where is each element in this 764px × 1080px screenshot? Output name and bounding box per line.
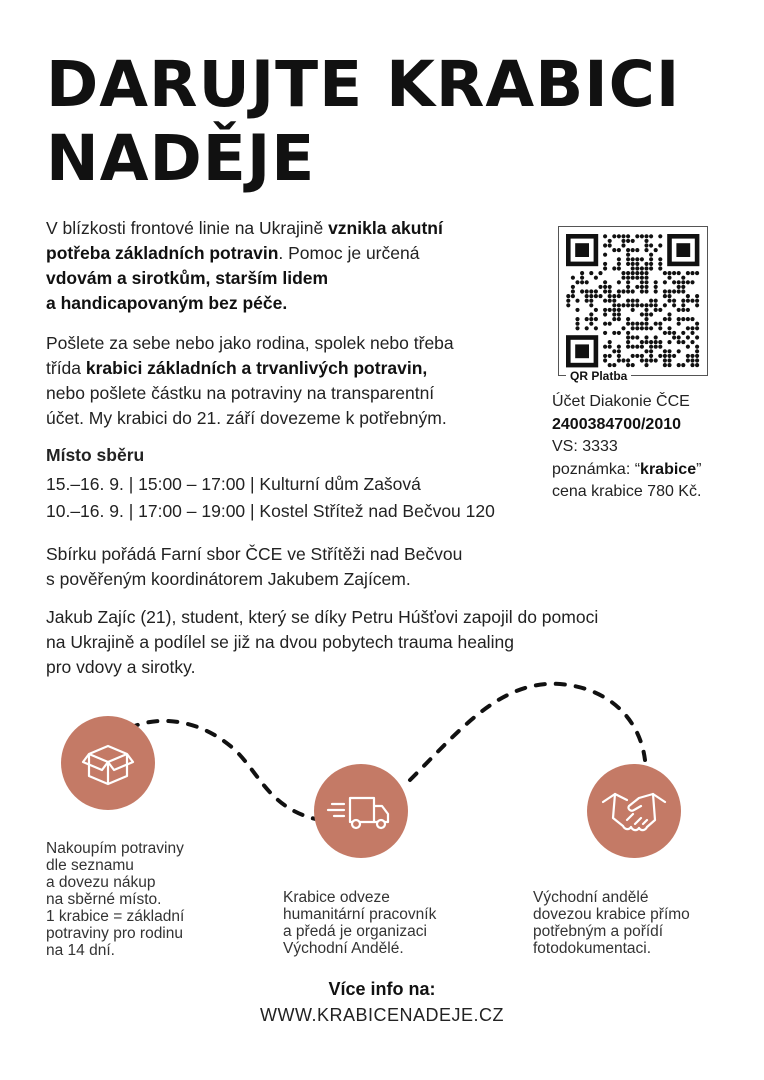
footer-title: Více info na:	[328, 979, 436, 999]
step-2-circle	[314, 764, 408, 858]
bold-text: vznikla akutní	[328, 218, 443, 238]
text-line	[46, 406, 526, 431]
text-line	[46, 241, 526, 266]
bold-text: potřeba základních potravin	[46, 243, 279, 263]
page-title	[46, 48, 736, 196]
text: V blízkosti frontové linie na Ukrajině	[46, 218, 329, 238]
website-link[interactable]: WWW.KRABICENADEJE.CZ	[259, 1005, 504, 1025]
bold-text: krabice	[640, 460, 697, 478]
step-3-circle	[587, 764, 681, 858]
title-line: NADĚJE	[46, 122, 316, 195]
text-line	[46, 331, 526, 356]
organizer-paragraph	[46, 542, 566, 592]
step-line: Krabice odveze	[283, 889, 390, 906]
text-line	[552, 481, 752, 504]
text: VS: 3333	[552, 438, 618, 455]
step-line: na sběrné místo.	[46, 891, 162, 908]
bold-text: 2400384700/2010	[552, 415, 682, 433]
qr-code	[558, 226, 708, 376]
step-line: na 14 dní.	[46, 942, 115, 959]
bio-paragraph	[46, 605, 706, 680]
text: Účet Diakonie ČCE	[552, 393, 690, 410]
text-line	[552, 459, 752, 482]
text: s pověřeným koordinátorem Jakubem Zajícem.	[46, 569, 411, 589]
step-line: Nakoupím potraviny	[46, 840, 184, 857]
text-line	[552, 414, 752, 437]
step-3-text	[533, 889, 753, 957]
bold-text: a handicapovaným bez péče.	[46, 293, 288, 313]
text: účet. My krabici do 21. září dovezeme k potřebným.	[46, 408, 447, 428]
text: cena krabice 780 Kč.	[552, 483, 702, 500]
collection-line: 15.–16. 9. | 15:00 – 17:00 | Kulturní dům Zašová	[46, 474, 421, 494]
text: ”	[696, 460, 702, 478]
qr-pattern-icon	[559, 227, 707, 375]
text: třída	[46, 358, 86, 378]
step-line: a předá je organizaci	[283, 923, 427, 940]
step-2-text	[283, 889, 503, 957]
account-info	[552, 391, 752, 504]
step-line: humanitární pracovník	[283, 906, 437, 923]
step-1-circle	[61, 716, 155, 810]
step-line: dle seznamu	[46, 857, 134, 874]
text-line	[46, 542, 566, 567]
text: nebo pošlete částku na potraviny na transparentní	[46, 383, 435, 403]
delivery-truck-icon	[314, 764, 408, 858]
step-line: 1 krabice = základní	[46, 908, 185, 925]
text: Jakub Zajíc (21), student, který se díky Petru Húšťovi zapojil do pomoci	[46, 607, 599, 627]
text-line	[46, 266, 526, 291]
text-line	[46, 216, 526, 241]
text: . Pomoc je určená	[278, 243, 420, 263]
qr-label: QR Platba	[566, 369, 631, 383]
text: Sbírku pořádá Farní sbor ČCE ve Střítěži nad Bečvou	[46, 544, 463, 564]
text-line	[46, 291, 526, 316]
text-line	[46, 630, 706, 655]
collection-heading: Místo sběru	[46, 445, 145, 465]
step-line: Východní Andělé.	[283, 940, 404, 957]
text-line	[552, 436, 752, 459]
step-1-text	[46, 840, 246, 959]
step-line: dovezou krabice přímo	[533, 906, 690, 923]
collection-line: 10.–16. 9. | 17:00 – 19:00 | Kostel Střítež nad Bečvou 120	[46, 501, 495, 521]
step-line: Východní andělé	[533, 889, 649, 906]
title-line: DARUJTE KRABICI	[46, 48, 681, 121]
text-line	[46, 605, 706, 630]
text: pro vdovy a sirotky.	[46, 657, 196, 677]
step-line: potřebným a pořídí	[533, 923, 664, 940]
step-line: potraviny pro rodinu	[46, 925, 183, 942]
collection-section	[46, 443, 536, 524]
text: na Ukrajině a podílel se již na dvou pobytech trauma healing	[46, 632, 514, 652]
text-line	[46, 381, 526, 406]
send-paragraph	[46, 331, 526, 431]
step-line: a dovezu nákup	[46, 874, 156, 891]
text: Pošlete za sebe nebo jako rodina, spolek nebo třeba	[46, 333, 454, 353]
box-icon	[61, 716, 155, 810]
intro-paragraph	[46, 216, 526, 316]
handshake-icon	[587, 764, 681, 858]
text-line	[46, 356, 526, 381]
bold-text: vdovám a sirotkům, starším lidem	[46, 268, 329, 288]
step-line: fotodokumentaci.	[533, 940, 652, 957]
text-line	[46, 567, 566, 592]
bold-text: krabici základních a trvanlivých potravin,	[85, 358, 428, 378]
text: poznámka: “	[552, 460, 641, 478]
text-line	[552, 391, 752, 414]
